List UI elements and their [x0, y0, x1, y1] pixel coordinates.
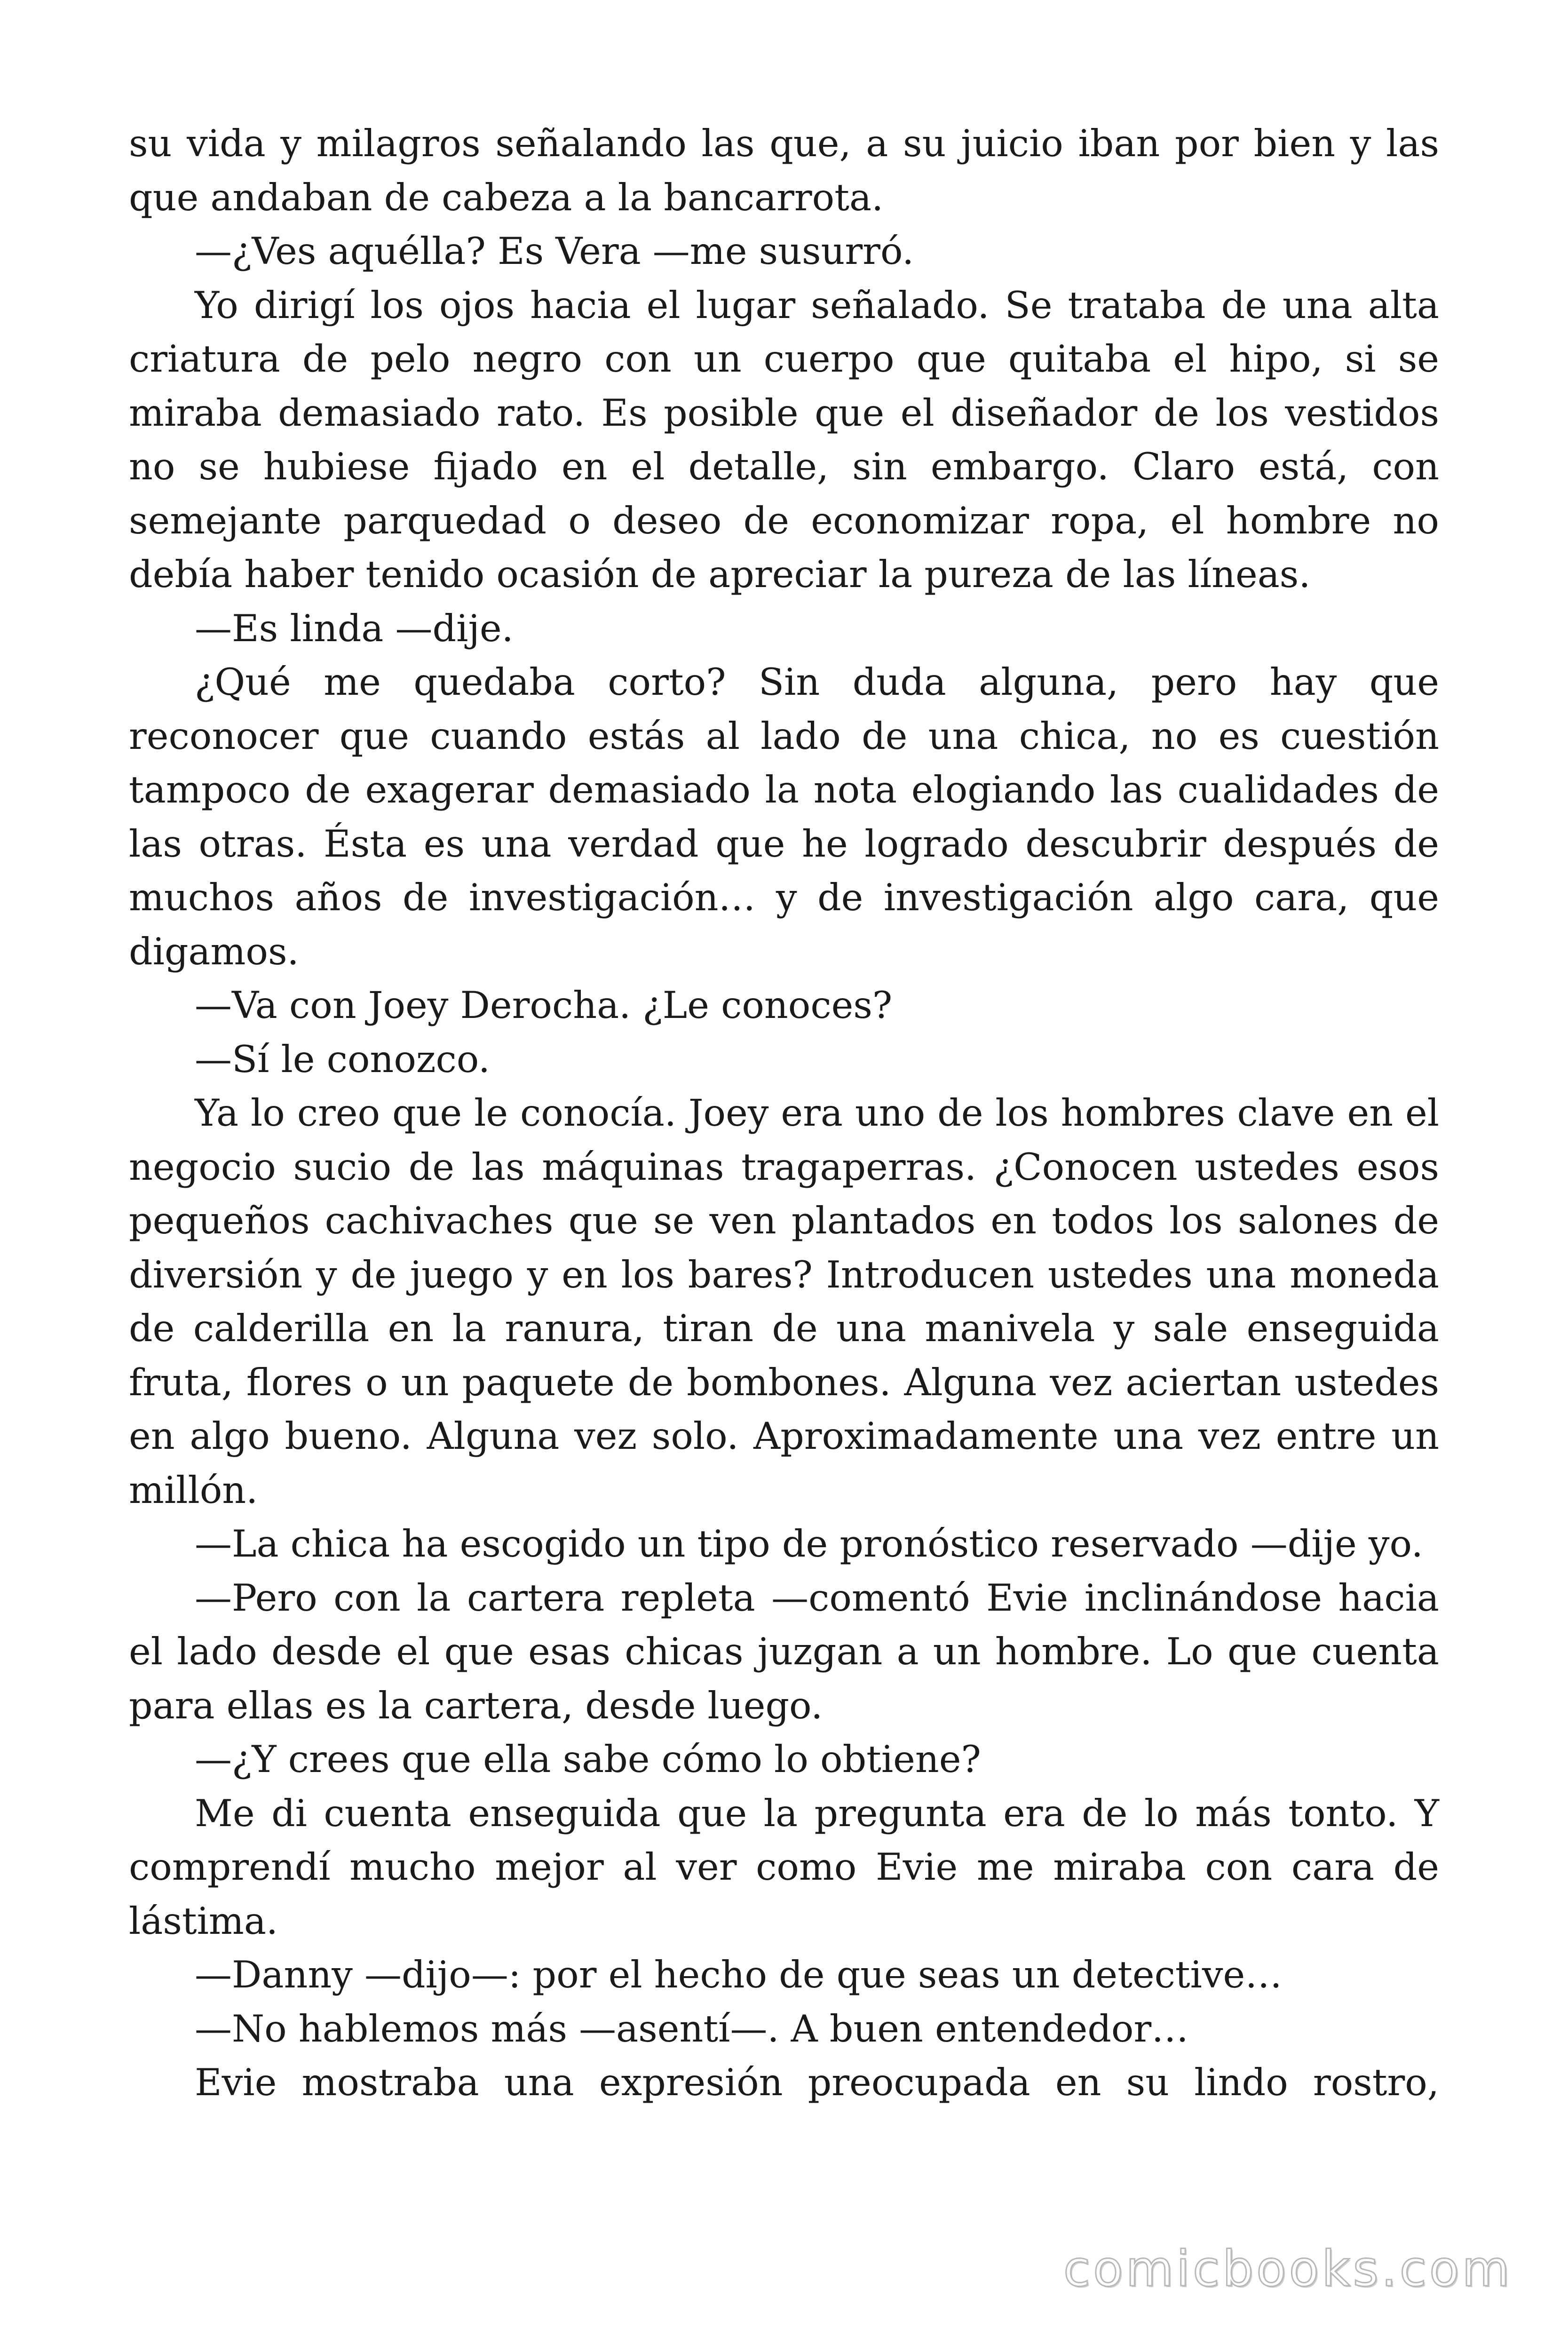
paragraph: —Pero con la cartera repleta —comentó Evie inclinándose hacia el lado desde el que esas chicas juzgan a un hombre. Lo que cuenta para ellas es la cartera, desde luego. [129, 1576, 1439, 1727]
paragraph: Evie mostraba una expresión preocupada en su lindo rostro, [195, 2061, 1439, 2104]
paragraph: —Es linda —dije. [195, 606, 514, 650]
paragraph: ¿Qué me quedaba corto? Sin duda alguna, pero hay que reconocer que cuando estás al lado de una chica, no es cuestión tampoco de exagerar demasiado la nota elogiando las cualidades de las otras. Ésta es una verdad que he logrado descubrir después de muchos años de investigación… y de investigación algo cara, que digamos. [129, 660, 1439, 973]
watermark-text: comicbooks.com [1063, 2240, 1513, 2297]
paragraph: —¿Ves aquélla? Es Vera —me susurró. [195, 230, 914, 273]
body-text [129, 117, 1439, 2110]
paragraph: —La chica ha escogido un tipo de pronóstico reservado —dije yo. [195, 1522, 1423, 1565]
paragraph: Me di cuenta enseguida que la pregunta era de lo más tonto. Y comprendí mucho mejor al ver como Evie me miraba con cara de lástima. [129, 1791, 1439, 1943]
paragraph: Ya lo creo que le conocía. Joey era uno de los hombres clave en el negocio sucio de las máquinas tragaperras. ¿Conocen ustedes esos pequeños cachivaches que se ven plantados en todos los salones de diversión y de juego y en los bares? Introducen ustedes una moneda de calderilla en la ranura, tiran de una manivela y sale enseguida fruta, flores o un paquete de bombones. Alguna vez aciertan ustedes en algo bueno. Alguna vez solo. Aproximadamente una vez entre un millón. [129, 1091, 1439, 1512]
paragraph: —No hablemos más —asentí—. A buen entendedor… [195, 2007, 1189, 2050]
paragraph: su vida y milagros señalando las que, a su juicio iban por bien y las que andaban de cabeza a la bancarrota. [129, 122, 1439, 219]
paragraph: —Va con Joey Derocha. ¿Le conoces? [195, 984, 893, 1027]
paragraph: —¿Y crees que ella sabe cómo lo obtiene? [195, 1738, 981, 1781]
paragraph: —Sí le conozco. [195, 1037, 491, 1081]
paragraph: Yo dirigí los ojos hacia el lugar señalado. Se trataba de una alta criatura de pelo negro con un cuerpo que quitaba el hipo, si se miraba demasiado rato. Es posible que el diseñador de los vestidos no se hubiese fijado en el detalle, sin embargo. Claro está, con semejante parquedad o deseo de economizar ropa, el hombre no debía haber tenido ocasión de apreciar la pureza de las líneas. [129, 283, 1439, 596]
paragraph: —Danny —dijo—: por el hecho de que seas un detective… [195, 1953, 1283, 1996]
